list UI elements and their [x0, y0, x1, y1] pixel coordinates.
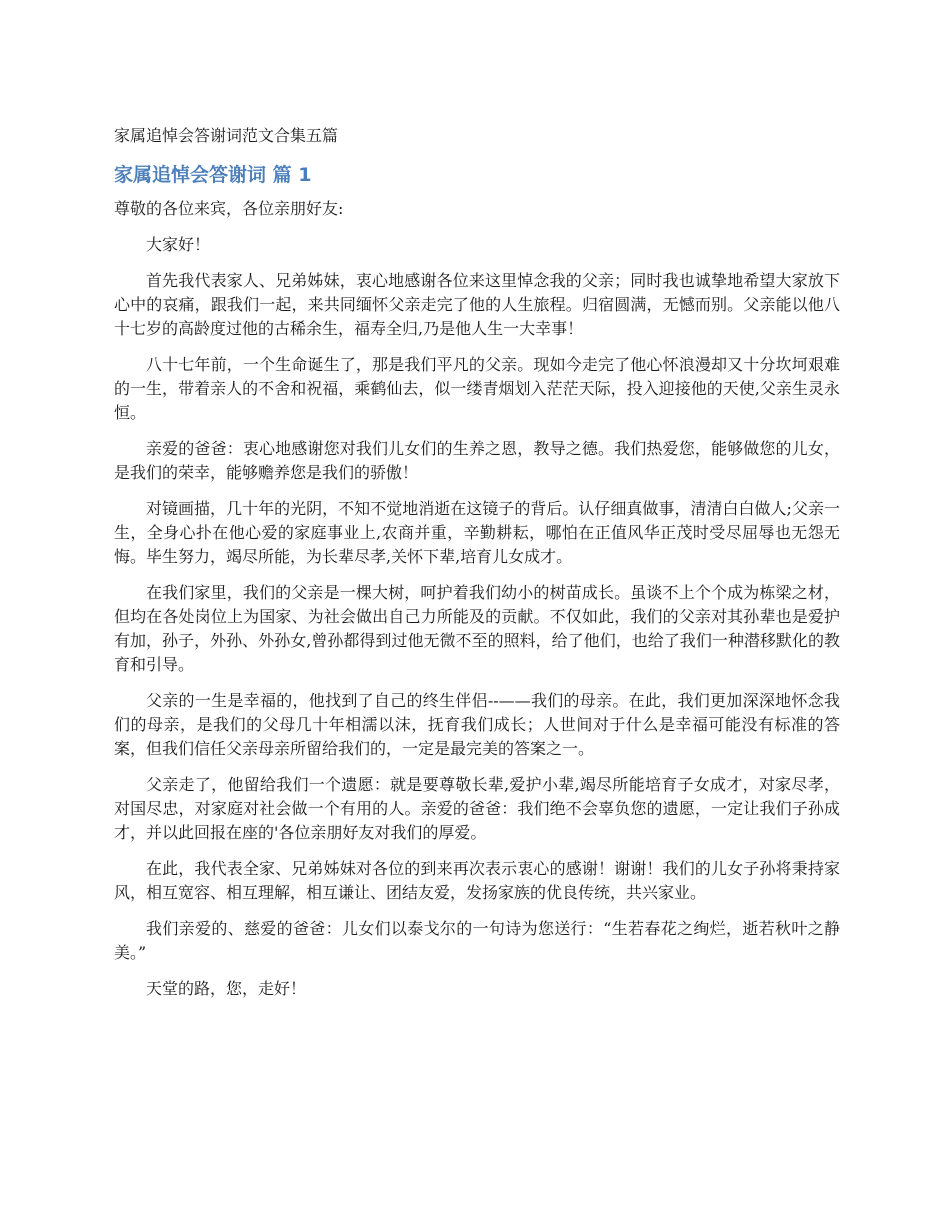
paragraph: 在此，我代表全家、兄弟姊妹对各位的到来再次表示衷心的感谢！谢谢！我们的儿女子孙将秉持家风，相互宽容、相互理解，相互谦让、团结友爱，发扬家族的优良传统，共兴家业。 [114, 859, 840, 902]
paragraph: 父亲走了，他留给我们一个遗愿：就是要尊敬长辈,爱护小辈,竭尽所能培育子女成才，对家尽孝，对国尽忠，对家庭对社会做一个有用的人。亲爱的爸爸：我们绝不会辜负您的遗愿，一定让我们子孙成才，并以此回报在座的'各位亲朋好友对我们的厚爱。 [114, 775, 840, 842]
paragraph: 大家好！ [146, 235, 211, 254]
document-page [114, 124, 840, 1013]
paragraph: 亲爱的爸爸：衷心地感谢您对我们儿女们的生养之恩，教导之德。我们热爱您，能够做您的儿女，是我们的荣幸，能够赡养您是我们的骄傲！ [114, 439, 840, 482]
greeting-line: 尊敬的各位来宾，各位亲朋好友: [114, 199, 344, 218]
section-heading: 家属追悼会答谢词 篇 1 [114, 164, 312, 186]
paragraph: 八十七年前，一个生命诞生了，那是我们平凡的父亲。现如今走完了他心怀浪漫却又十分坎坷艰难的一生，带着亲人的不舍和祝福，乘鹤仙去，似一缕青烟划入茫茫天际，投入迎接他的天使,父亲生灵永恒。 [114, 355, 840, 422]
document-title: 家属追悼会答谢词范文合集五篇 [114, 126, 339, 145]
paragraph: 天堂的路，您，走好！ [146, 979, 307, 998]
paragraph: 父亲的一生是幸福的，他找到了自己的终生伴侣--——我们的母亲。在此，我们更加深深地怀念我们的母亲，是我们的父母几十年相濡以沫，抚育我们成长；人世间对于什么是幸福可能没有标准的答案，但我们信任父亲母亲所留给我们的，一定是最完美的答案之一。 [114, 691, 840, 758]
paragraph: 我们亲爱的、慈爱的爸爸：儿女们以泰戈尔的一句诗为您送行：“生若春花之绚烂，逝若秋叶之静美。” [114, 919, 840, 962]
paragraph: 在我们家里，我们的父亲是一棵大树，呵护着我们幼小的树苗成长。虽谈不上个个成为栋梁之材，但均在各处岗位上为国家、为社会做出自己力所能及的贡献。不仅如此，我们的父亲对其孙辈也是爱护有加，孙子，外孙、外孙女,曾孙都得到过他无微不至的照料，给了他们，也给了我们一种潜移默化的教育和引导。 [114, 583, 840, 674]
paragraph: 首先我代表家人、兄弟姊妹，衷心地感谢各位来这里悼念我的父亲；同时我也诚挚地希望大家放下心中的哀痛，跟我们一起，来共同缅怀父亲走完了他的人生旅程。归宿圆满，无憾而别。父亲能以他八十七岁的高龄度过他的古稀余生，福寿全归,乃是他人生一大幸事！ [114, 271, 840, 338]
paragraph: 对镜画描，几十年的光阴，不知不觉地消逝在这镜子的背后。认仔细真做事，清清白白做人;父亲一生，全身心扑在他心爱的家庭事业上,农商并重，辛勤耕耘，哪怕在正值风华正茂时受尽屈辱也无怨无悔。毕生努力，竭尽所能，为长辈尽孝,关怀下辈,培育儿女成才。 [114, 499, 840, 566]
